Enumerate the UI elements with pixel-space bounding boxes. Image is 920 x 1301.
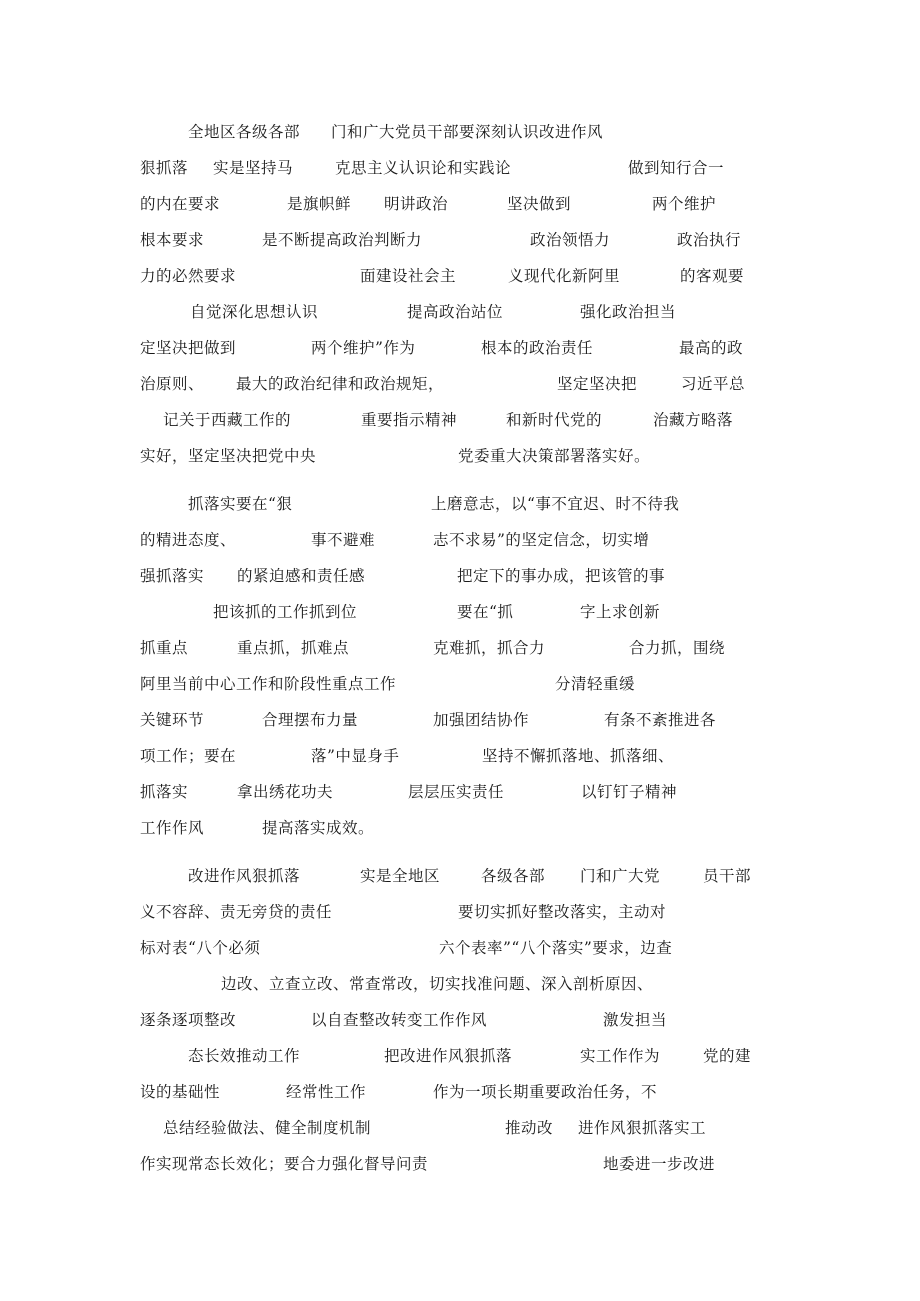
text-line — [0, 600, 920, 624]
text-segment: 层层压实责任 — [408, 783, 505, 801]
text-segment: 最大的政治纪律和政治规矩， — [236, 375, 445, 393]
text-segment: 强抓落实 — [140, 567, 205, 585]
text-segment: 强化政治担当 — [580, 303, 677, 321]
text-segment: 坚定坚决把 — [557, 375, 638, 393]
text-segment: 重点抓，抓难点 — [237, 639, 350, 657]
text-segment: 最高的政 — [679, 339, 744, 357]
text-segment: 的客观要 — [680, 267, 745, 285]
text-segment: 实工作作为 — [580, 1047, 661, 1065]
text-segment: 实是全地区 — [360, 867, 441, 885]
text-segment: 政治领悟力 — [530, 231, 611, 249]
text-segment: 实好，坚定坚决把党中央 — [140, 447, 317, 465]
text-line — [0, 672, 920, 696]
text-segment: 义现代化新阿里 — [508, 267, 621, 285]
text-line — [0, 744, 920, 768]
text-line — [0, 972, 920, 996]
text-segment: 改进作风狠抓落 — [188, 867, 301, 885]
text-segment: 的精进态度、 — [140, 531, 237, 549]
text-segment: 克思主义认识论和实践论 — [335, 159, 512, 177]
text-line — [0, 864, 920, 888]
text-line — [0, 264, 920, 288]
text-segment: 面建设社会主 — [360, 267, 457, 285]
text-segment: 根本的政治责任 — [481, 339, 594, 357]
text-segment: 阿里当前中心工作和阶段性重点工作 — [140, 675, 397, 693]
text-line — [0, 1044, 920, 1068]
text-segment: 和新时代党的 — [506, 411, 603, 429]
text-line — [0, 336, 920, 360]
text-segment: 记关于西藏工作的 — [163, 411, 292, 429]
text-segment: 推动改 — [505, 1119, 554, 1137]
text-segment: 项工作；要在 — [140, 747, 237, 765]
text-segment: 狠抓落 — [140, 159, 189, 177]
text-line — [0, 156, 920, 180]
text-line — [0, 408, 920, 432]
text-segment: 政治执行 — [677, 231, 742, 249]
text-segment: 党委重大决策部署落实好。 — [458, 447, 651, 465]
text-segment: 作实现常态长效化；要合力强化督导问责 — [140, 1155, 429, 1173]
text-segment: 两个维护”作为 — [311, 339, 416, 357]
text-segment: 合理摆布力量 — [262, 711, 359, 729]
text-segment: 党的建 — [703, 1047, 752, 1065]
text-segment: 激发担当 — [603, 1011, 668, 1029]
text-segment: 的内在要求 — [140, 195, 221, 213]
text-line — [0, 372, 920, 396]
text-segment: 门和广大党 — [580, 867, 661, 885]
text-line — [0, 900, 920, 924]
text-line — [0, 1116, 920, 1140]
text-line — [0, 528, 920, 552]
text-segment: 落”中显身手 — [311, 747, 400, 765]
text-segment: 克难抓，抓合力 — [433, 639, 546, 657]
text-segment: 上磨意志，以“事不宜迟、时不待我 — [431, 495, 680, 513]
text-segment: 志不求易”的坚定信念，切实增 — [433, 531, 650, 549]
text-segment: 作为一项长期重要政治任务，不 — [433, 1083, 658, 1101]
text-segment: 事不避难 — [311, 531, 376, 549]
text-segment: 以自查整改转变工作作风 — [311, 1011, 488, 1029]
text-segment: 分清轻重缓 — [555, 675, 636, 693]
text-segment: 做到知行合一 — [628, 159, 725, 177]
text-segment: 要切实抓好整改落实，主动对 — [458, 903, 667, 921]
text-line — [0, 936, 920, 960]
text-segment: 的紧迫感和责任感 — [237, 567, 366, 585]
text-segment: 态长效推动工作 — [188, 1047, 301, 1065]
text-segment: 是旗帜鲜 — [287, 195, 352, 213]
text-line — [0, 780, 920, 804]
text-segment: 坚决做到 — [507, 195, 572, 213]
text-segment: 拿出绣花功夫 — [237, 783, 334, 801]
text-line — [0, 564, 920, 588]
text-line — [0, 708, 920, 732]
text-line — [0, 228, 920, 252]
text-segment: 员干部 — [703, 867, 752, 885]
text-segment: 有条不紊推进各 — [604, 711, 717, 729]
text-segment: 抓落实 — [140, 783, 189, 801]
text-segment: 经常性工作 — [286, 1083, 367, 1101]
text-segment: 明讲政治 — [384, 195, 449, 213]
text-segment: 自觉深化思想认识 — [190, 303, 319, 321]
text-line — [0, 1008, 920, 1032]
text-segment: 全地区各级各部 — [188, 123, 301, 141]
text-segment: 要在“抓 — [457, 603, 514, 621]
text-line — [0, 1080, 920, 1104]
text-segment: 抓重点 — [140, 639, 189, 657]
text-segment: 地委进一步改进 — [603, 1155, 716, 1173]
text-segment: 力的必然要求 — [140, 267, 237, 285]
text-segment: 合力抓，围绕 — [629, 639, 726, 657]
text-segment: 各级各部 — [481, 867, 546, 885]
text-segment: 根本要求 — [140, 231, 205, 249]
text-segment: 加强团结协作 — [433, 711, 530, 729]
text-line — [0, 300, 920, 324]
text-segment: 工作作风 — [140, 819, 205, 837]
text-segment: 把定下的事办成，把该管的事 — [457, 567, 666, 585]
text-segment: 治藏方略落 — [653, 411, 734, 429]
text-segment: 治原则、 — [140, 375, 205, 393]
text-line — [0, 492, 920, 516]
text-line — [0, 816, 920, 840]
text-segment: 总结经验做法、健全制度机制 — [163, 1119, 372, 1137]
text-segment: 提高落实成效。 — [262, 819, 375, 837]
text-segment: 进作风狠抓落实工 — [578, 1119, 707, 1137]
text-line — [0, 1152, 920, 1176]
text-segment: 门和广大党员干部要深刻认识改进作风 — [331, 123, 604, 141]
text-segment: 两个维护 — [652, 195, 717, 213]
text-segment: 习近平总 — [681, 375, 746, 393]
text-segment: 抓落实要在“狠 — [188, 495, 293, 513]
text-segment: 重要指示精神 — [361, 411, 458, 429]
text-line — [0, 120, 920, 144]
text-segment: 提高政治站位 — [407, 303, 504, 321]
text-segment: 边改、立查立改、常查常改，切实找准问题、深入剖析原因、 — [221, 975, 654, 993]
text-line — [0, 444, 920, 468]
text-segment: 实是坚持马 — [213, 159, 294, 177]
text-segment: 定坚决把做到 — [140, 339, 237, 357]
text-line — [0, 636, 920, 660]
text-line — [0, 192, 920, 216]
text-segment: 设的基础性 — [140, 1083, 221, 1101]
text-segment: 六个表率”“八个落实”要求，边查 — [439, 939, 673, 957]
text-segment: 逐条逐项整改 — [140, 1011, 237, 1029]
text-segment: 标对表“八个必须 — [140, 939, 261, 957]
text-segment: 坚持不懈抓落地、抓落细、 — [482, 747, 675, 765]
text-segment: 字上求创新 — [580, 603, 661, 621]
text-segment: 以钉钉子精神 — [581, 783, 678, 801]
text-segment: 把该抓的工作抓到位 — [213, 603, 358, 621]
text-segment: 是不断提高政治判断力 — [262, 231, 423, 249]
text-segment: 义不容辞、责无旁贷的责任 — [140, 903, 333, 921]
text-segment: 把改进作风狠抓落 — [384, 1047, 513, 1065]
text-segment: 关键环节 — [140, 711, 205, 729]
